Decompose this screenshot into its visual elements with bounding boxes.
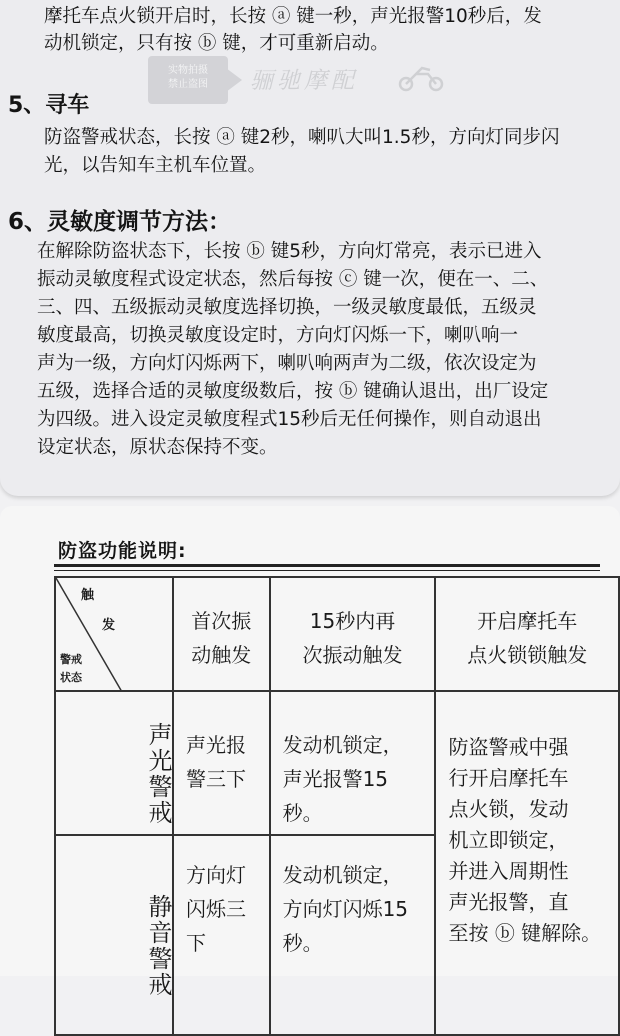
state-sound-light: 声光警戒	[55, 691, 173, 835]
header-ignition-trigger: 开启摩托车 点火锁锁触发	[435, 577, 619, 691]
corner-trigger-1: 触	[81, 588, 95, 603]
row1-first-trigger: 声光报 警三下	[173, 691, 270, 835]
section-6-line-6: 五级，选择合适的灵敏度级数后，按 ⓑ 键确认退出，出厂设定	[37, 381, 549, 402]
section-6-line-7: 为四级。进入设定灵敏度程式15秒后无任何操作，则自动退出	[37, 409, 542, 430]
section-6-line-1: 在解除防盗状态下，长按 ⓑ 键5秒，方向灯常亮，表示已进入	[37, 241, 542, 262]
instructions-card	[0, 0, 620, 496]
intro-line-1: 摩托车点火锁开启时，长按 ⓐ 键一秒，声光报警10秒后，发	[44, 6, 542, 27]
corner-cell	[55, 577, 173, 691]
watermark-arrow-icon	[218, 62, 242, 98]
row1-second-trigger: 发动机锁定， 声光报警15秒。	[270, 691, 436, 835]
intro-line-2: 动机锁定，只有按 ⓑ 键，才可重新启动。	[44, 33, 389, 54]
state-silent: 静音警戒	[55, 835, 173, 1035]
section-6-title: 6、灵敏度调节方法：	[8, 209, 232, 235]
watermark-badge: 实物拍摄 禁止盗图	[148, 56, 228, 104]
section-6-line-8: 设定状态，原状态保持不变。	[37, 437, 278, 458]
title-rule-thin	[54, 570, 600, 571]
table-row	[55, 691, 619, 835]
section-6-line-3: 三、四、五级振动灵敏度选择切换，一级灵敏度最低，五级灵	[37, 297, 537, 318]
header-second-trigger: 15秒内再 次振动触发	[270, 577, 436, 691]
table-header-row	[55, 577, 619, 691]
corner-trigger-2: 发	[102, 618, 116, 633]
function-title: 防盗功能说明:	[58, 540, 187, 562]
section-5-title: 5、寻车	[8, 93, 90, 118]
section-6-line-2: 振动灵敏度程式设定状态，然后每按 ⓒ 键一次，便在一、二、	[37, 269, 549, 290]
watermark-text: 骊驰摩配	[250, 68, 358, 94]
ignition-trigger-cell: 防盗警戒中强 行开启摩托车 点火锁，发动 机立即锁定， 并进入周期性 声光报警，直 至按 ⓑ 键解除。	[435, 691, 619, 1035]
section-5-line-2: 光，以告知车主机车位置。	[44, 155, 267, 176]
section-6-line-5: 声为一级，方向灯闪烁两下，喇叭响两声为二级，依次设定为	[37, 353, 537, 374]
header-first-trigger: 首次振 动触发	[173, 577, 270, 691]
row2-second-trigger: 发动机锁定， 方向灯闪烁15 秒。	[270, 835, 436, 1035]
motorcycle-icon	[396, 64, 446, 92]
watermark	[148, 52, 448, 110]
corner-state-1: 警戒	[60, 653, 82, 666]
function-table	[54, 576, 620, 1036]
section-6-line-4: 敏度最高，切换灵敏度设定时，方向灯闪烁一下，喇叭响一	[37, 325, 519, 346]
title-rule	[54, 564, 600, 567]
section-5-line-1: 防盗警戒状态，长按 ⓐ 键2秒，喇叭大叫1.5秒，方向灯同步闪	[44, 127, 560, 148]
row2-first-trigger: 方向灯 闪烁三 下	[173, 835, 270, 1035]
corner-state-2: 状态	[60, 671, 82, 684]
